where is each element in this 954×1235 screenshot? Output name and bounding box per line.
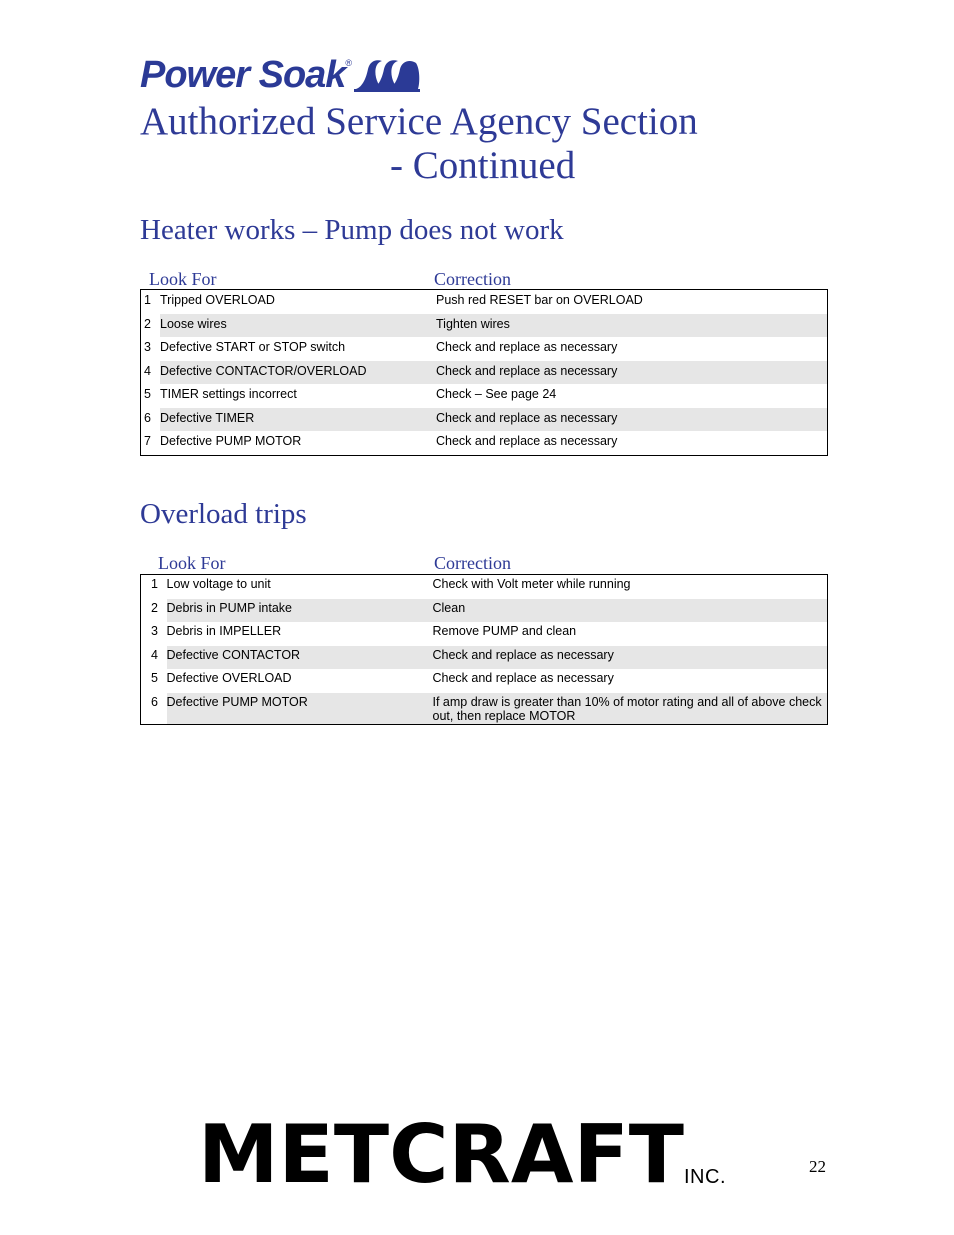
waves-icon (354, 57, 422, 93)
row-number: 2 (144, 316, 151, 331)
table-row (141, 693, 828, 725)
section1-col-look-for: Look For (149, 269, 217, 289)
table-row (141, 384, 828, 408)
row-number: 2 (151, 600, 158, 615)
section1-col-correction: Correction (434, 269, 511, 289)
row-number: 7 (144, 433, 151, 448)
row-number: 6 (144, 410, 151, 425)
power-soak-logo (140, 54, 422, 96)
row-number: 4 (144, 363, 151, 378)
correction-cell: If amp draw is greater than 10% of motor rating and all of above check out, then replace MOTOR (433, 693, 828, 725)
table-row (141, 646, 828, 669)
table-row (141, 599, 828, 622)
correction-cell: Clean (433, 599, 828, 622)
section2-table (140, 574, 828, 725)
correction-cell: Check and replace as necessary (436, 339, 618, 354)
metcraft-logo (198, 1120, 686, 1186)
correction-cell: Check – See page 24 (436, 386, 557, 401)
row-number: 5 (144, 386, 151, 401)
registered-mark: ® (345, 58, 353, 68)
section2-col-correction: Correction (434, 553, 511, 573)
look-for-cell: Defective CONTACTOR/OVERLOAD (160, 361, 436, 384)
look-for-cell: Loose wires (160, 314, 436, 337)
row-number: 4 (151, 647, 158, 662)
table-row (141, 575, 828, 599)
table-row (141, 431, 828, 456)
look-for-cell: Defective PUMP MOTOR (167, 693, 433, 725)
row-number: 3 (144, 339, 151, 354)
table-row (141, 314, 828, 337)
correction-cell: Remove PUMP and clean (432, 623, 577, 638)
look-for-cell: Low voltage to unit (166, 577, 271, 591)
correction-cell: Check and replace as necessary (432, 670, 614, 685)
table-row (141, 337, 828, 361)
correction-cell: Check and replace as necessary (436, 408, 828, 431)
row-number: 1 (151, 577, 158, 591)
page-title-line2: - Continued (390, 144, 576, 187)
table-row (141, 669, 828, 693)
look-for-cell: Defective OVERLOAD (166, 670, 292, 685)
metcraft-inc-suffix: INC. (684, 1166, 726, 1188)
table-row (141, 622, 828, 646)
correction-cell: Check and replace as necessary (433, 646, 828, 669)
look-for-cell: Tripped OVERLOAD (160, 293, 275, 307)
look-for-cell: TIMER settings incorrect (160, 386, 297, 401)
page-title-line1: Authorized Service Agency Section (140, 100, 698, 143)
table-row (141, 408, 828, 431)
look-for-cell: Defective CONTACTOR (167, 646, 433, 669)
correction-cell: Check with Volt meter while running (432, 577, 631, 591)
row-number: 3 (151, 623, 158, 638)
row-number: 1 (144, 293, 151, 307)
look-for-cell: Defective START or STOP switch (160, 339, 346, 354)
page-number: 22 (809, 1157, 826, 1176)
section2-heading: Overload trips (140, 498, 307, 530)
table-row (141, 290, 828, 314)
section2-col-look-for: Look For (158, 553, 226, 573)
correction-cell: Tighten wires (436, 314, 828, 337)
power-soak-logo-text: Power Soak (140, 54, 346, 96)
metcraft-logo-text: METCRAFT (198, 1120, 685, 1186)
correction-cell: Check and replace as necessary (436, 433, 618, 448)
look-for-cell: Defective PUMP MOTOR (160, 433, 302, 448)
look-for-cell: Defective TIMER (160, 408, 436, 431)
table-row (141, 361, 828, 384)
correction-cell: Push red RESET bar on OVERLOAD (436, 293, 643, 307)
look-for-cell: Debris in PUMP intake (167, 599, 433, 622)
row-number: 6 (151, 694, 158, 709)
correction-cell: Check and replace as necessary (436, 361, 828, 384)
look-for-cell: Debris in IMPELLER (166, 623, 282, 638)
section1-table (140, 289, 828, 456)
section1-heading: Heater works – Pump does not work (140, 214, 564, 246)
row-number: 5 (151, 670, 158, 685)
